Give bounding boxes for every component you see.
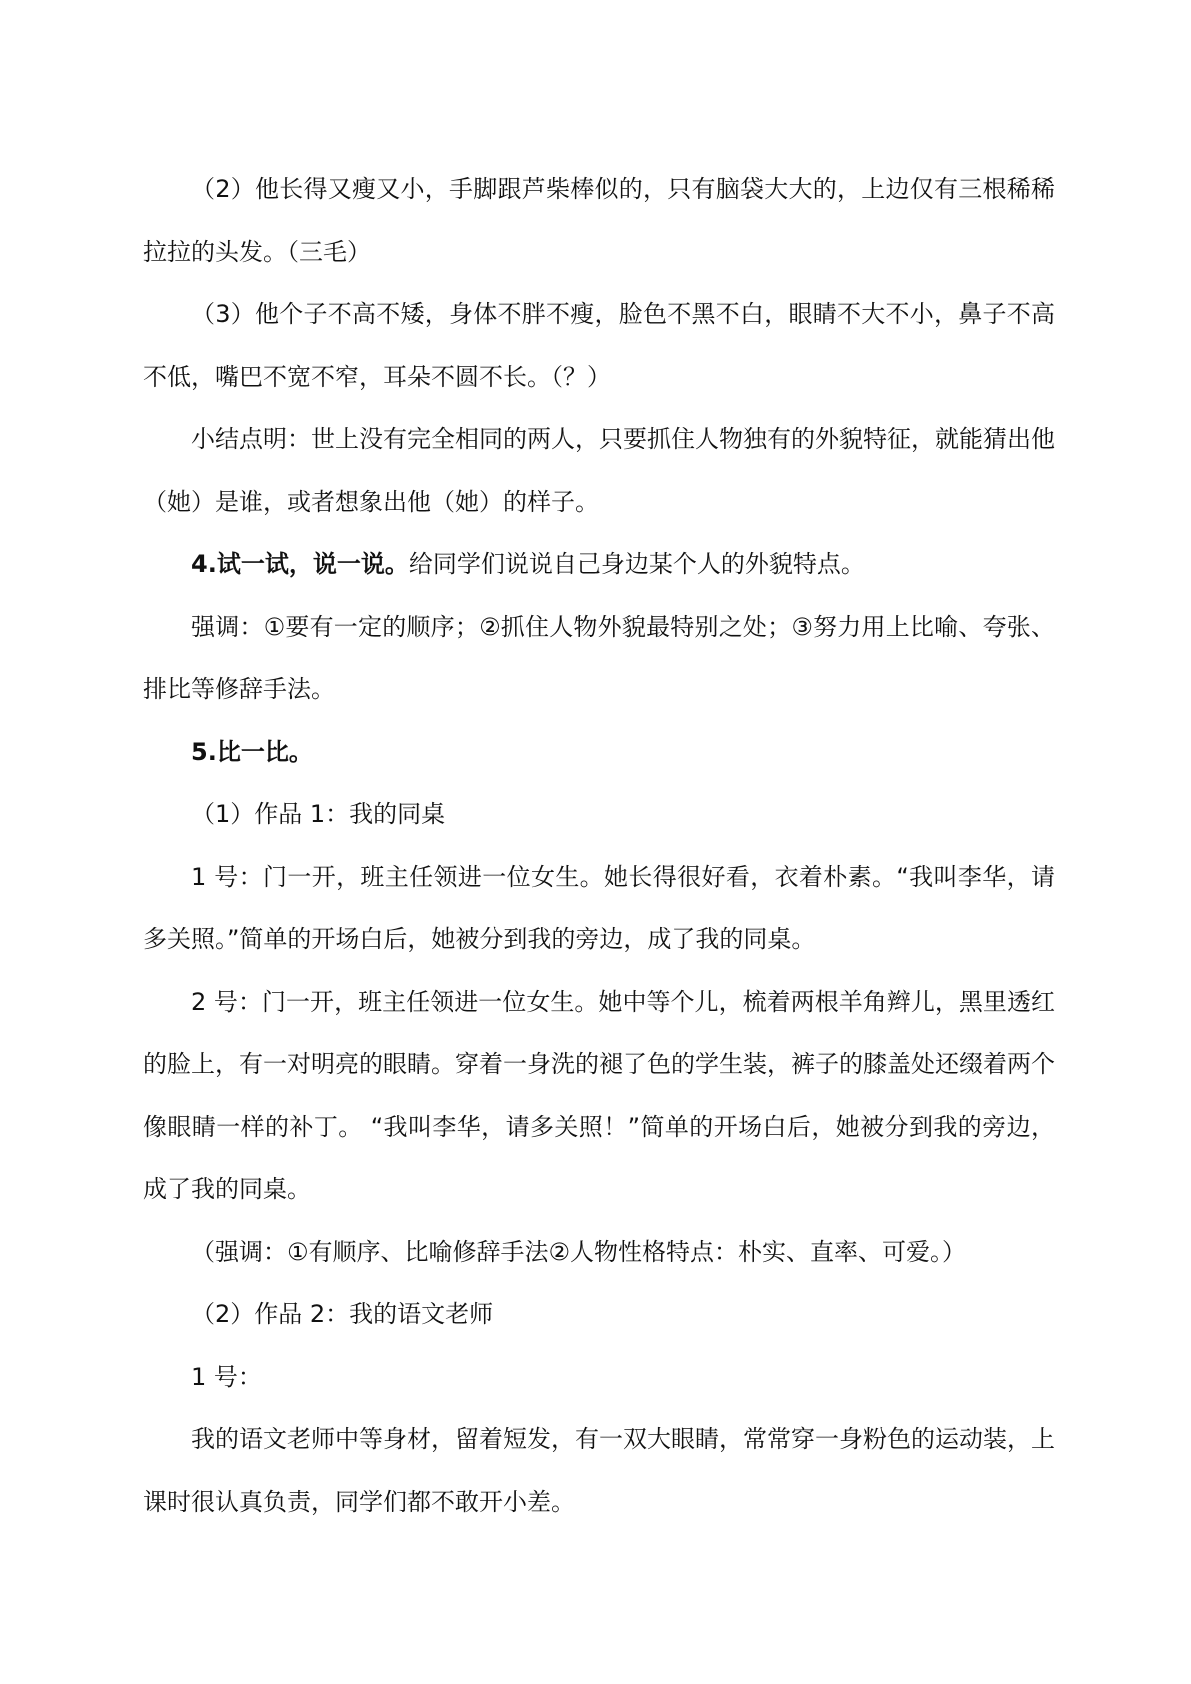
paragraph-text: （2）他长得又瘦又小，手脚跟芦柴棒似的，只有脑袋大大的，上边仅有三根稀稀拉拉的头发。（三毛）: [143, 175, 1055, 266]
paragraph-section-5: [143, 721, 1055, 784]
paragraph-work-1-no2: [143, 971, 1055, 1221]
paragraph-text: 小结点明：世上没有完全相同的两人，只要抓住人物独有的外貌特征，就能猜出他（她）是谁，或者想象出他（她）的样子。: [143, 425, 1055, 516]
section-heading: 4.试一试，说一说。: [191, 550, 409, 578]
paragraph-text: 1 号：: [191, 1362, 262, 1391]
paragraph-text: （强调：①有顺序、比喻修辞手法②人物性格特点：朴实、直率、可爱。）: [191, 1237, 967, 1266]
paragraph-section-4: [143, 533, 1055, 596]
section-heading: 5.比一比。: [191, 737, 313, 766]
paragraph-example-3: [143, 283, 1055, 408]
document-body: [143, 158, 1055, 1533]
paragraph-text: （2）作品 2：我的语文老师: [191, 1300, 494, 1328]
paragraph-text: 2 号：门一开，班主任领进一位女生。她中等个儿，梳着两根羊角辫儿，黑里透红的脸上，有一对明亮的眼睛。穿着一身洗的褪了色的学生装，裤子的膝盖处还缀着两个像眼睛一样的补丁。 “我叫李华，请多关照！”简单的开场白后，她被分到我的旁边，成了我的同桌。: [143, 987, 1055, 1203]
paragraph-work-2-no1-label: [143, 1346, 1055, 1409]
paragraph-text: （1）作品 1：我的同桌: [191, 800, 446, 828]
paragraph-work-1-title: [143, 783, 1055, 846]
paragraph-work-2-title: [143, 1283, 1055, 1346]
paragraph-text: （3）他个子不高不矮，身体不胖不瘦，脸色不黑不白，眼睛不大不小，鼻子不高不低，嘴巴不宽不窄，耳朵不圆不长。（？）: [143, 300, 1055, 391]
paragraph-text: 1 号：门一开，班主任领进一位女生。她长得很好看，衣着朴素。“我叫李华，请多关照。”简单的开场白后，她被分到我的旁边，成了我的同桌。: [143, 862, 1055, 953]
paragraph-text: 我的语文老师中等身材，留着短发，有一双大眼睛，常常穿一身粉色的运动装，上课时很认真负责，同学们都不敢开小差。: [143, 1425, 1055, 1516]
paragraph-work-2-no1-text: [143, 1408, 1055, 1533]
paragraph-text: 给同学们说说自己身边某个人的外貌特点。: [408, 550, 865, 578]
paragraph-work-1-emphasis: [143, 1221, 1055, 1284]
paragraph-summary: [143, 408, 1055, 533]
paragraph-emphasis: [143, 596, 1055, 721]
paragraph-work-1-no1: [143, 846, 1055, 971]
paragraph-text: 强调：①要有一定的顺序；②抓住人物外貌最特别之处；③努力用上比喻、夸张、排比等修辞手法。: [143, 612, 1055, 703]
paragraph-example-2: [143, 158, 1055, 283]
